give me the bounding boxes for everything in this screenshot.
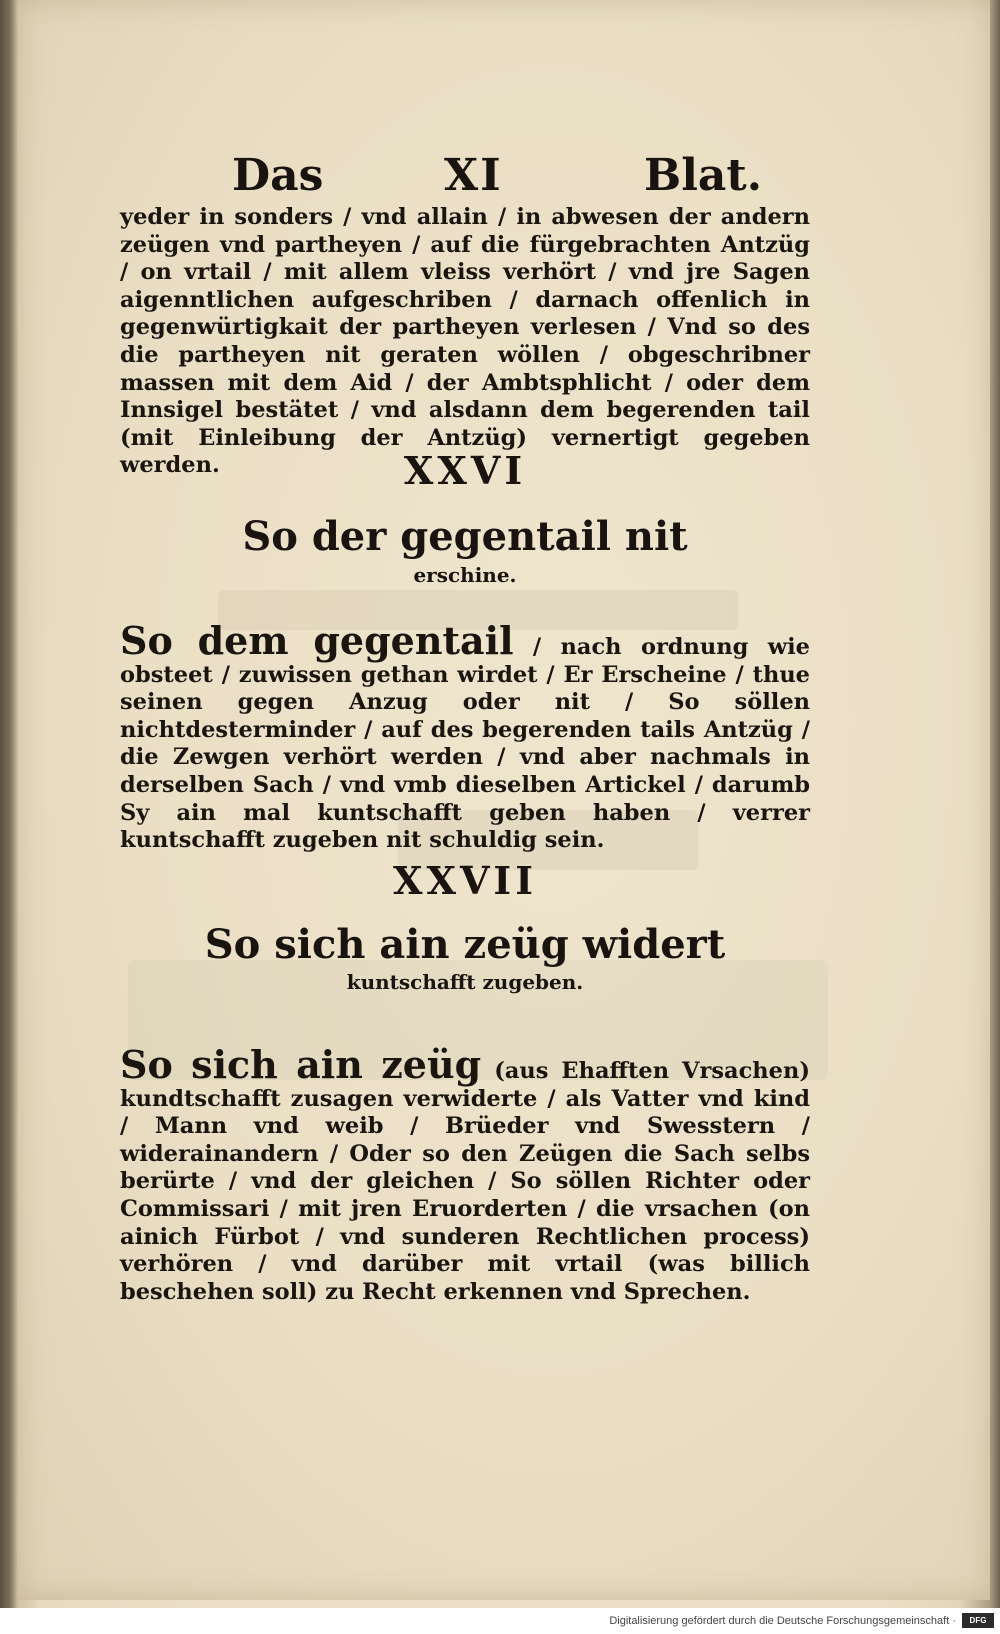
page-header: [232, 150, 763, 210]
folio-number: XI: [444, 150, 503, 201]
section-27-numeral: XXVII: [392, 858, 537, 903]
header-right: Blat.: [644, 150, 763, 201]
footer-credit: Digitalisierung gefördert durch die Deutsche Forschungsgemeinschaft ·: [609, 1615, 956, 1627]
intro-text: yeder in sonders / vnd allain / in abwesen der andern zeügen vnd partheyen / auf die fürgebrachten Antzüg / on vrtail / mit allem vleiss verhört / vnd jre Sagen aigenntlichen aufgeschriben / darnach offenlich in gegenwürtigkait der partheyen verlesen / Vnd so des die partheyen nit geraten wöllen / obgeschribner massen mit dem Aid / der Ambtsphlicht / oder dem Innsigel bestätet / vnd alsdann dem begerenden tail (mit Einleibung der Antzüg) vernertigt gegeben werden.: [120, 204, 810, 479]
section-27-paragraph: [120, 1042, 810, 1306]
section-26-subtitle: erschine.: [413, 563, 517, 587]
section-26-numeral: XXVI: [403, 448, 527, 493]
section-26-paragraph: [120, 618, 810, 855]
section-27-title: So sich ain zeüg widert: [204, 921, 726, 968]
section-26-text: / nach ordnung wie obsteet / zuwissen gethan wirdet / Er Erscheine / thue seinen gegen Anzug oder nit / So söllen nichtdesterminder / auf des begerenden tails Antzüg / die Zewgen verhört werden / vnd aber nachmals in derselben Sach / vnd vmb dieselben Artickel / darumb Sy ain mal kuntschafft geben haben / verrer kuntschafft zugeben nit schuldig sein.: [120, 634, 810, 854]
section-27-text: (aus Ehafften Vrsachen) kundtschafft zusagen verwiderte / als Vatter vnd kind / Mann vnd weib / Brüeder vnd Swesstern / widerainandern / Oder so den Zeügen die Sach selbs berürte / vnd der gleichen / So söllen Richter oder Commissari / mit jren Eruorderten / die vrsachen (on ainich Fürbot / vnd sunderen Rechtlichen process) verhören / vnd darüber mit vrtail (was billich beschehen soll) zu Recht erkennen vnd Sprechen.: [120, 1058, 810, 1305]
section-26-lead: So dem gegentail: [120, 618, 514, 663]
section-27-subtitle: kuntschafft zugeben.: [346, 970, 584, 994]
header-left: Das: [232, 150, 324, 201]
section-26-title: So der gegentail nit: [242, 513, 688, 560]
digitization-footer: [0, 1608, 1000, 1634]
intro-paragraph: [120, 204, 810, 480]
section-27-lead: So sich ain zeüg: [120, 1042, 482, 1087]
dfg-logo-icon: DFG: [962, 1613, 994, 1628]
